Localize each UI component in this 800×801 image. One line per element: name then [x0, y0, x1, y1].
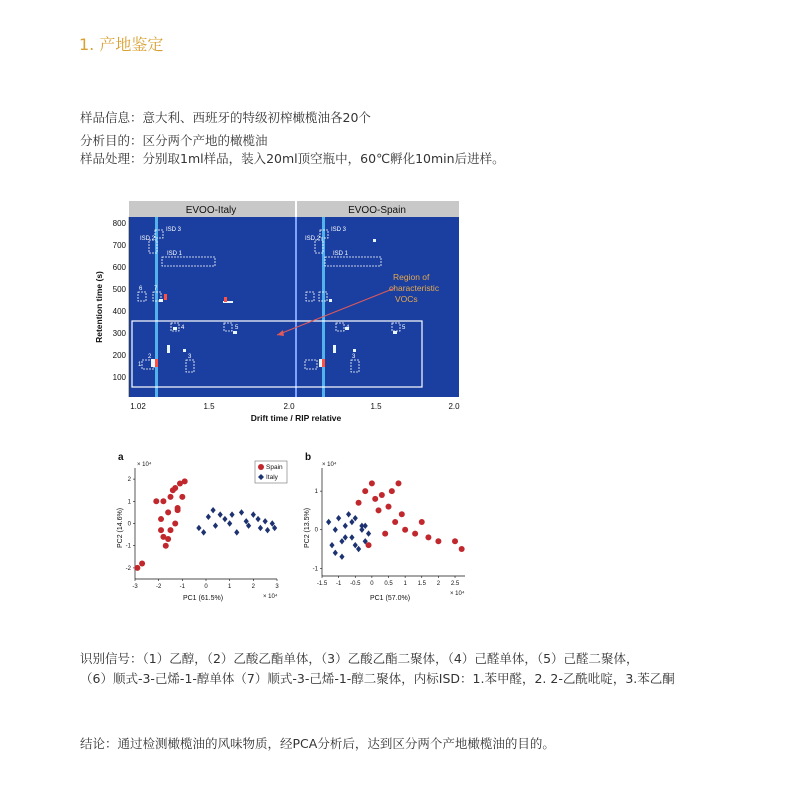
pca-a-yexp: × 10⁴ [137, 462, 152, 468]
x-tick-label: 1 [403, 581, 407, 587]
point-spain [175, 507, 181, 513]
pca-a-ylabel: PC2 (14.6%) [117, 507, 124, 549]
pca-b-ylabel: PC2 (13.5%) [304, 507, 311, 549]
point-spain [158, 527, 164, 533]
point-spain [386, 504, 392, 510]
point-spain [382, 531, 388, 537]
peak-label-6: 6 [139, 286, 143, 292]
point-italy [239, 509, 244, 515]
pca-b-yexp: × 10⁴ [322, 462, 337, 468]
point-italy [206, 514, 211, 520]
isd3-label-left: ISD 3 [166, 227, 182, 233]
y-tick-labels [113, 219, 127, 382]
peak-label-3: 3 [188, 354, 192, 360]
sample-treatment: 样品处理：分别取1ml样品，装入20ml顶空瓶中，60℃孵化10min后进样。 [80, 151, 505, 166]
svg-text:200: 200 [112, 351, 126, 360]
pca-b-xexp: × 10⁴ [450, 591, 465, 597]
point-spain [168, 494, 174, 500]
spain-title: EVOO-Spain [348, 205, 406, 216]
point-italy [227, 520, 232, 526]
gc-ims-spectrum [93, 199, 473, 429]
point-italy [265, 527, 270, 533]
point-italy [359, 523, 364, 529]
point-spain [134, 565, 140, 571]
signals-line2: （6）顺式-3-己烯-1-醇单体（7）顺式-3-己烯-1-醇二聚体，内标ISD：1.苯甲醛，2. 2-乙酰吡啶，3.苯乙酮 [80, 671, 675, 686]
point-italy [349, 534, 354, 540]
point-spain [362, 488, 368, 494]
svg-text:400: 400 [112, 307, 126, 316]
point-spain [165, 509, 171, 515]
point-italy [329, 542, 334, 548]
point-spain [160, 498, 166, 504]
point-spain [452, 538, 458, 544]
pca-chart-b [300, 448, 475, 608]
spain-heatmap [297, 217, 459, 397]
spectrum-xlabel: Drift time / RIP relative [250, 413, 342, 423]
point-italy [211, 507, 216, 513]
point-spain [139, 560, 145, 566]
italy-title: EVOO-Italy [185, 205, 237, 216]
point-italy [234, 529, 239, 535]
point-spain [356, 500, 362, 506]
svg-text:300: 300 [112, 329, 126, 338]
y-tick-label: 2 [127, 477, 131, 484]
isd2-label-right: ISD 2 [305, 236, 321, 242]
point-italy [251, 511, 256, 517]
point-italy [201, 529, 206, 535]
svg-text:1.02: 1.02 [130, 402, 146, 411]
point-spain [395, 480, 401, 486]
point-italy [213, 523, 218, 529]
pca-a-xlabel: PC1 (61.5%) [182, 595, 224, 602]
point-italy [333, 527, 338, 533]
x-tick-label: 0 [204, 584, 208, 590]
pca-a-svg [115, 448, 290, 608]
gc-ims-spectrum-figure [93, 199, 473, 429]
x-tick-label: 0 [370, 581, 374, 587]
section-title: 1. 产地鉴定 [79, 35, 164, 54]
x-tick-label: 3 [275, 584, 279, 590]
italy-rip-line [155, 217, 158, 397]
svg-text:800: 800 [112, 219, 126, 228]
peak-label-4: 4 [181, 325, 185, 331]
peak-label-4-right: 4 [346, 325, 350, 331]
x-tick-label: 2.5 [450, 581, 460, 587]
point-italy [333, 550, 338, 556]
pca-a-xexp: × 10⁴ [263, 594, 278, 600]
point-spain [168, 527, 174, 533]
x-tick-label: -1 [179, 584, 186, 590]
point-spain [172, 521, 178, 527]
y-tick-label: -2 [125, 565, 131, 572]
peak-label-5: 5 [235, 325, 239, 331]
point-italy [356, 546, 361, 552]
pca-chart-a [115, 448, 290, 608]
point-spain [425, 534, 431, 540]
peak-label-1: 1 [138, 362, 142, 368]
x-tick-label: 1 [227, 584, 232, 590]
point-italy [346, 511, 351, 517]
isd1-label-left: ISD 1 [167, 251, 183, 257]
point-spain [392, 519, 398, 525]
pca-b-svg [300, 448, 475, 608]
point-italy [353, 515, 358, 521]
point-spain [379, 492, 385, 498]
x-tick-label: -0.5 [350, 581, 361, 587]
sample-info: 样品信息：意大利、西班牙的特级初榨橄榄油各20个 [80, 110, 371, 125]
legend-spain-label: Spain [266, 464, 283, 471]
point-spain [399, 511, 405, 517]
svg-text:500: 500 [112, 285, 126, 294]
spain-rip-line [322, 217, 325, 397]
svg-text:1.5: 1.5 [203, 402, 215, 411]
point-italy [196, 525, 201, 531]
svg-text:2.0: 2.0 [283, 402, 295, 411]
spectrum-ylabel: Retention time (s) [94, 271, 104, 343]
point-spain [172, 485, 178, 491]
x-tick-labels [130, 402, 460, 411]
x-tick-label: -3 [132, 584, 138, 590]
point-italy [336, 515, 341, 521]
point-spain [366, 542, 372, 548]
svg-text:100: 100 [112, 373, 126, 382]
y-tick-label: -1 [312, 566, 318, 573]
peak-label-3-right: 3 [352, 354, 356, 360]
panel-divider [295, 217, 297, 397]
x-tick-label: 2 [251, 584, 256, 590]
y-tick-label: 0 [127, 521, 131, 528]
x-tick-label: 1.5 [417, 581, 426, 587]
peak-label-7: 7 [154, 286, 158, 292]
point-spain [435, 538, 441, 544]
pca-b-xlabel: PC1 (57.0%) [369, 595, 411, 602]
point-italy [258, 525, 263, 531]
isd3-label-right: ISD 3 [331, 227, 347, 233]
isd1-label-right: ISD 1 [333, 251, 349, 257]
point-italy [222, 516, 227, 522]
y-tick-label: 0 [314, 527, 318, 534]
signals-line1: 识别信号：（1）乙醇，（2）乙酸乙酯单体，（3）乙酸乙酯二聚体，（4）己醛单体，（5）己醛二聚体， [80, 651, 639, 666]
point-spain [369, 480, 375, 486]
analysis-purpose: 分析目的：区分两个产地的橄榄油 [80, 133, 268, 148]
pca-b-panel-label: b [305, 452, 312, 463]
isd2-label-left: ISD 2 [140, 236, 156, 242]
peak-label-5-right: 5 [402, 325, 406, 331]
point-italy [218, 511, 223, 517]
point-italy [229, 511, 234, 517]
point-spain [459, 546, 465, 552]
point-italy [255, 516, 260, 522]
point-spain [412, 531, 418, 537]
point-spain [372, 496, 378, 502]
point-spain [179, 494, 185, 500]
x-tick-label: 0.5 [384, 581, 393, 587]
annotation-line1: Region of [393, 272, 430, 282]
point-italy [343, 523, 348, 529]
point-italy [339, 538, 344, 544]
svg-text:600: 600 [112, 263, 126, 272]
pca-a-panel-label: a [118, 452, 124, 463]
point-italy [343, 534, 348, 540]
svg-text:1.5: 1.5 [370, 402, 382, 411]
point-spain [153, 498, 159, 504]
y-tick-label: 1 [127, 499, 131, 506]
y-tick-label: 1 [314, 489, 318, 496]
svg-text:700: 700 [112, 241, 126, 250]
point-italy [339, 554, 344, 560]
point-italy [326, 519, 331, 525]
x-tick-label: -1 [335, 581, 342, 587]
point-spain [376, 507, 382, 513]
point-spain [165, 536, 171, 542]
legend-italy-label: Italy [266, 474, 278, 481]
peak-label-2: 2 [148, 354, 152, 360]
point-spain [419, 519, 425, 525]
conclusion: 结论：通过检测橄榄油的风味物质，经PCA分析后，达到区分两个产地橄榄油的目的。 [80, 736, 555, 751]
point-spain [402, 527, 408, 533]
x-tick-label: -2 [155, 584, 162, 590]
y-tick-label: -1 [125, 543, 131, 550]
legend-spain-marker [258, 464, 264, 470]
italy-heatmap [129, 217, 295, 397]
identified-signals [80, 649, 740, 689]
point-spain [163, 543, 169, 549]
point-spain [182, 478, 188, 484]
annotation-line2: characteristic [389, 283, 440, 293]
point-italy [353, 542, 358, 548]
annotation-line3: VOCs [395, 294, 418, 304]
x-tick-label: -1.5 [316, 581, 328, 587]
point-italy [349, 519, 354, 525]
x-tick-label: 2 [436, 581, 441, 587]
point-italy [263, 518, 268, 524]
point-spain [389, 488, 395, 494]
point-spain [158, 516, 164, 522]
svg-text:2.0: 2.0 [448, 402, 460, 411]
point-italy [366, 530, 371, 536]
